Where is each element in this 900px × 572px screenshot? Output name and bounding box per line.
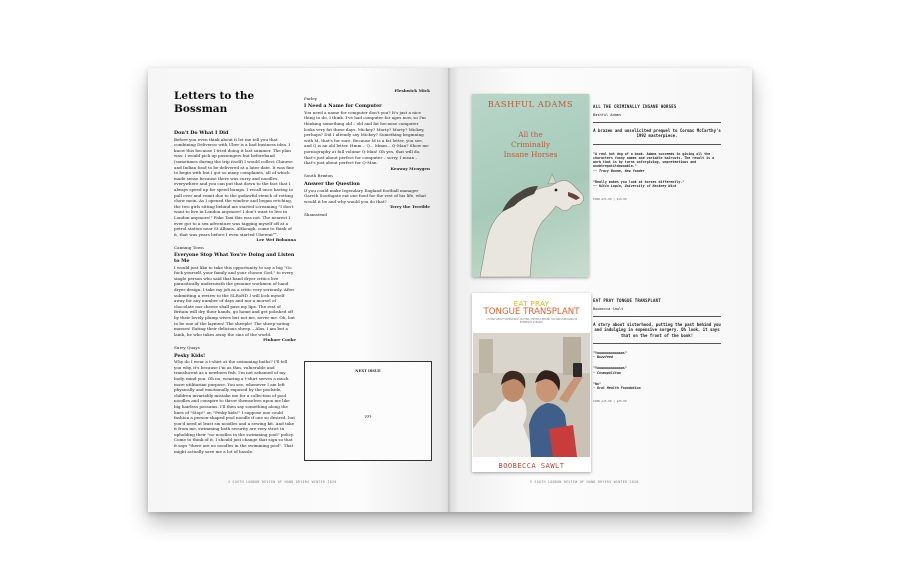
letter-heading: I Need a Name for Computer: [304, 103, 382, 110]
spine-gutter: [448, 68, 452, 512]
cover-tagline: A STORY ABOUT SISTERHOOD, PUTTING THE PAST BEHIND YOU AND INDULGING IN EXPENSIVE SURGERY: [486, 318, 577, 324]
review-quote: "No" - Oral Health Foundation: [593, 382, 641, 391]
right-page: [450, 68, 752, 512]
letters-column-1: [174, 128, 296, 454]
letter-body: I would just like to take this opportunity to say a big "Go fuck yourself, your family and your chosen God," to every single person who said that hand dryer critics live parasitically underneath the genuine workmen of hand dryer design. I take my job as a critic very seriously. After submitting a review to the SLRoHD I will lock myself away for any number of days and nor a morsel of chocolate nor cheese shall pass my lips. The rest of Britain will dry their hands, go home and get polished off by their lovely plump wives but not me, never me. Oh, but to be one of the laymen! The sheeple! The sheep-eating masses! Eating their delicious sheep... Alas, I am but a lamb, he who takes away the sins of the world.: [174, 264, 295, 337]
book-review-1: [593, 104, 721, 201]
book-price: ISBN £15.00 | $25.00: [593, 398, 627, 403]
book-title: ALL THE CRIMINALLY INSANE HORSES: [593, 104, 677, 109]
book-blurb: A story about sisterhood, putting the past behind you and indulging in expensive surgery. Oh look, it says that on the front of the book!: [593, 322, 721, 338]
letter-heading: Answer the Question: [304, 180, 360, 187]
horse-illustration: [472, 94, 589, 277]
letter-signature: Keaway Mcnygen: [390, 165, 430, 171]
book-cover-tongue: [472, 293, 591, 472]
book-author: Bashful Adams: [593, 113, 622, 117]
next-issue-box: [304, 361, 432, 461]
cover-top: EAT PRAY: [513, 299, 550, 308]
book-cover-horses: [472, 94, 589, 277]
letter-location: Canning Town: [174, 244, 204, 250]
page-folio: 5 SOUTH LONDON REVIEW OF HAND DRYERS WINTER 2020: [530, 480, 639, 484]
review-quote: "A real hot dog of a book. Adams succeeds in giving all the characters funny names and variable haircuts. The result is a work that is by turns unforgiving, unpretentious and unobtrepotitdownable." -- Tracy Bonne, New Yonder: [593, 151, 715, 173]
letter-body: If you could make legendary England football manager Gareth Southgate eat one food for the rest of his life, what would it be and why would you do that?: [304, 187, 426, 204]
next-issue-text: ???: [364, 414, 372, 419]
divider: [593, 343, 721, 344]
book-review-2: [593, 298, 721, 403]
next-issue-label: NEXT ISSUE: [355, 369, 381, 373]
letter-signature: Lee Wei Bobanna: [256, 237, 296, 243]
letter-signature: Terry the Terrible: [389, 204, 430, 210]
review-quote: "Really makes you look at horses differently." -- Nitin Lupin, University of Hackney Wick: [593, 180, 685, 189]
letter-body: You need a name for computer don't you? It's just a nice thing to do, I think. I've had computer for ages now, so I'm thinking something old – old and fat because computer looks very fat these days. Mickey? Morty? Morty? Mickey, perhaps? Did I already say Mickey? Something beginning with M, that's for sure. Because M is a fat letter, you see, and Q is an old letter. Hmm... Q... Mmm... Q-Man? Show me pornography at full volume Q-Man! Oh yes, that will do, that's just about perfect for computer – sorry, I mean – that's just about perfect for Q-Man.: [304, 109, 429, 166]
book-price: ISBN £13.00 | $15.00: [593, 196, 627, 201]
letter-heading: Pesky Kids!: [174, 352, 206, 359]
review-quote: "Yaaaaaaaaaaaaas" - Cosmopolitan: [593, 366, 627, 375]
letter-signature: Finbarr Cooke: [263, 337, 296, 343]
letter-heading: Everyone Stop What You're Doing and Listen to Me: [174, 252, 295, 265]
letter-body: Before you even think about it let me tell you that combining Deliveroo with Uber is a bad business idea. I know this because I tried doing it last summer. The plan was: I would pick up passengers but beforehand (sometimes during the trip itself) I would collect Chinese and Indian food to be delivered at a later date. It was fine to begin with but I got so many complaints, all of which made sense because there was curry and noodles everywhere and you can put that down to the fact that I always speed up for speed bumps. I recall once having to pull over and vomit due to the godawful stench of rotting chow mein. As I opened the window and began retching, the two girls sitting behind me started screaming "I don't want to live in London anymore! I don't want to live in London anymore!" Fake Taxi this was not. The nearest I ever got to a sex adventure was tagging myself off at a petrol station near St Albans. Although, come to think of it, that was years before I even started Ubereat™.: [174, 136, 295, 237]
letter-signature: Fleshwick Mick: [394, 88, 430, 93]
book-author: Boobecca Sawlt: [593, 307, 624, 311]
page-title: Letters to the Bossman: [174, 90, 255, 115]
letter-location: South Brixton: [304, 173, 333, 179]
letter-location: Surry Quays: [174, 344, 200, 350]
book-title: EAT PRAY TONGUE TRANSPLANT: [593, 298, 661, 303]
review-quote: "Yaaaaaaaaaaaaas" - Buzzfeed: [593, 350, 627, 360]
page-folio: 4 SOUTH LONDON REVIEW OF HAND DRYERS WINTER 2020: [228, 480, 337, 484]
divider: [593, 316, 721, 317]
divider: [593, 122, 721, 123]
left-page: [148, 68, 450, 512]
divider: [593, 144, 721, 145]
letters-column-2: [304, 88, 430, 217]
cover-title: TONGUE TRANSPLANT: [483, 307, 580, 317]
letter-location: Shamstead: [304, 211, 327, 217]
cover-author: BOOBECCA SAWLT: [498, 462, 565, 470]
letter-body: Why do I wear a t-shirt at the swimming baths? I'll tell you why, it's because I'm as thin, vulnerable and translucent as a newborn fish. I'm not ashamed of my body, mind you. Oh no, wearing a t-shirt serves a much more utilitarian purpose. You see, whenever I am left physically and emotionally exposed by the poolside, children invariably mistake me for a collection of pool noodles and conspire to throw themselves upon me like big hairless possums. I'll then say something along the lines of "Stop!" or, "Pesky kids!" I suppose one could fashion a person-shaped pool noodle if one so desired, but you'd need at least six noodles and a sewing kit. And take it from me, swimming bath security are very strict in upholding their "no noodles in the swimming pool" policy. Come to think of it, I should just change that sign so that it says "there are no noodles in the swimming pool". That might actually save me a lot of hassle.: [174, 359, 296, 454]
letter-location: Parley: [304, 95, 318, 101]
cover-author: BASHFUL ADAMS: [487, 99, 574, 109]
letter-heading: Don't Do What I Did: [174, 130, 229, 136]
cover-title: All the Criminally Insane Horses: [503, 130, 558, 159]
book-blurb: A brazen and unsolicited prequel to Cormac McCarthy's 1992 masterpiece.: [593, 128, 721, 139]
selfie-photo: [473, 333, 590, 457]
magazine-spread: [148, 68, 752, 512]
